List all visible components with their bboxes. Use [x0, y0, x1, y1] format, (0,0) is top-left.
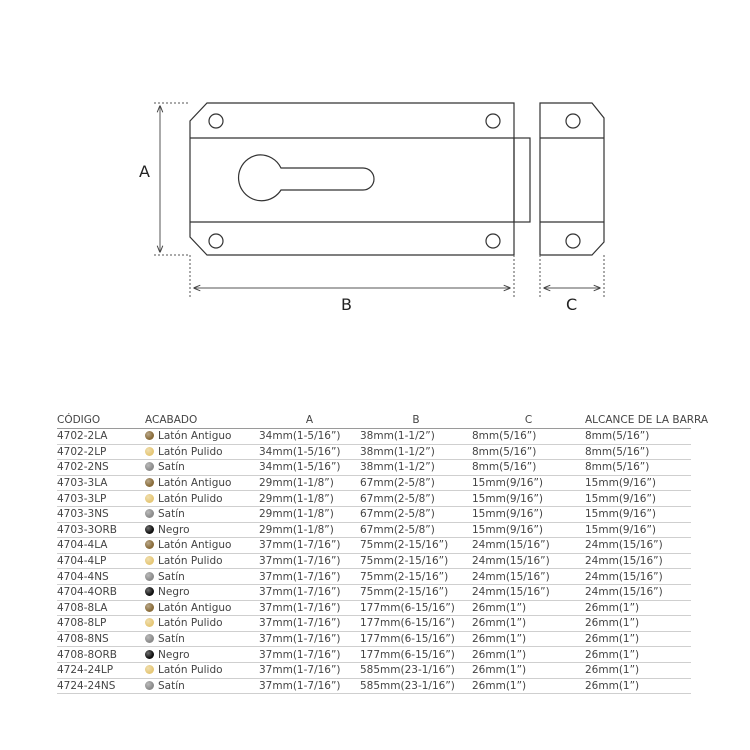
cell-finish-text: Satín [158, 633, 185, 646]
cell-reach [585, 538, 691, 554]
cell-reach [585, 600, 691, 616]
cell-a-text: 34mm(1-5/16”) [259, 461, 341, 474]
cell-b-text: 75mm(2-15/16”) [360, 539, 449, 552]
bolt-keeper [540, 103, 604, 255]
cell-code [57, 538, 145, 554]
cell-c [472, 678, 585, 694]
cell-c-text: 24mm(15/16”) [472, 570, 550, 583]
cell-finish-text: Satín [158, 570, 185, 583]
dimension-b [190, 255, 514, 297]
cell-a-text: 37mm(1-7/16”) [259, 664, 341, 677]
cell-b-text: 177mm(6-15/16”) [360, 617, 455, 630]
cell-c [472, 600, 585, 616]
cell-c-text: 15mm(9/16”) [472, 508, 544, 521]
cell-a [259, 600, 360, 616]
cell-b-text: 75mm(2-15/16”) [360, 555, 449, 568]
finish-swatch-icon [145, 634, 154, 643]
cell-reach-text: 8mm(5/16”) [585, 461, 650, 474]
cell-finish [145, 616, 259, 632]
cell-finish-text: Negro [158, 648, 190, 661]
cell-finish-text: Latón Antiguo [158, 601, 232, 614]
cell-reach [585, 460, 691, 476]
cell-reach-text: 26mm(1”) [585, 601, 640, 614]
cell-a [259, 569, 360, 585]
header-c: C [472, 412, 585, 429]
cell-finish-text: Latón Pulido [158, 617, 223, 630]
cell-finish-text: Latón Antiguo [158, 430, 232, 443]
cell-c-text: 15mm(9/16”) [472, 477, 544, 490]
cell-code-text: 4702-2NS [57, 461, 109, 474]
table-row [57, 522, 691, 538]
cell-b [360, 569, 472, 585]
table-row [57, 647, 691, 663]
finish-swatch-icon [145, 525, 154, 534]
cell-c-text: 24mm(15/16”) [472, 586, 550, 599]
cell-c-text: 8mm(5/16”) [472, 430, 537, 443]
cell-c [472, 491, 585, 507]
cell-code-text: 4704-4ORB [57, 586, 117, 599]
cell-finish [145, 569, 259, 585]
table-row [57, 491, 691, 507]
cell-reach [585, 444, 691, 460]
spec-table-body [57, 429, 691, 694]
cell-a [259, 429, 360, 445]
cell-c [472, 553, 585, 569]
cell-b-text: 177mm(6-15/16”) [360, 648, 455, 661]
cell-c-text: 26mm(1”) [472, 617, 527, 630]
cell-code-text: 4702-2LP [57, 445, 107, 458]
cell-c-text: 26mm(1”) [472, 648, 527, 661]
cell-c [472, 538, 585, 554]
cell-finish [145, 631, 259, 647]
cell-a-text: 37mm(1-7/16”) [259, 648, 341, 661]
cell-code-text: 4724-24NS [57, 679, 116, 692]
cell-reach-text: 15mm(9/16”) [585, 477, 657, 490]
cell-reach-text: 24mm(15/16”) [585, 586, 663, 599]
finish-swatch-icon [145, 572, 154, 581]
cell-c-text: 8mm(5/16”) [472, 461, 537, 474]
cell-c [472, 662, 585, 678]
cell-finish-text: Satín [158, 508, 185, 521]
cell-finish [145, 678, 259, 694]
cell-a-text: 37mm(1-7/16”) [259, 570, 341, 583]
table-row [57, 584, 691, 600]
cell-reach [585, 475, 691, 491]
cell-a-text: 29mm(1-1/8”) [259, 508, 334, 521]
cell-reach-text: 24mm(15/16”) [585, 570, 663, 583]
cell-a [259, 460, 360, 476]
cell-c-text: 26mm(1”) [472, 664, 527, 677]
cell-reach [585, 662, 691, 678]
cell-b [360, 662, 472, 678]
cell-code [57, 569, 145, 585]
cell-reach [585, 553, 691, 569]
cell-finish [145, 522, 259, 538]
cell-b-text: 75mm(2-15/16”) [360, 586, 449, 599]
finish-swatch-icon [145, 431, 154, 440]
cell-code [57, 647, 145, 663]
header-finish: ACABADO [145, 412, 259, 429]
cell-c-text: 24mm(15/16”) [472, 539, 550, 552]
dimension-c [540, 255, 604, 297]
header-code: CÓDIGO [57, 412, 145, 429]
finish-swatch-icon [145, 603, 154, 612]
cell-finish [145, 553, 259, 569]
cell-b-text: 67mm(2-5/8”) [360, 477, 435, 490]
cell-b-text: 585mm(23-1/16”) [360, 664, 455, 677]
cell-code [57, 600, 145, 616]
dimension-c-label: C [566, 295, 578, 314]
cell-c-text: 26mm(1”) [472, 679, 527, 692]
cell-c [472, 429, 585, 445]
cell-code-text: 4704-4LP [57, 555, 107, 568]
cell-a [259, 506, 360, 522]
cell-code [57, 460, 145, 476]
cell-reach-text: 26mm(1”) [585, 648, 640, 661]
cell-c [472, 444, 585, 460]
cell-code [57, 522, 145, 538]
cell-reach-text: 26mm(1”) [585, 664, 640, 677]
cell-reach-text: 24mm(15/16”) [585, 555, 663, 568]
cell-c-text: 15mm(9/16”) [472, 523, 544, 536]
cell-a-text: 37mm(1-7/16”) [259, 617, 341, 630]
cell-b-text: 38mm(1-1/2”) [360, 461, 435, 474]
table-row [57, 662, 691, 678]
finish-swatch-icon [145, 618, 154, 627]
cell-b-text: 67mm(2-5/8”) [360, 523, 435, 536]
cell-finish-text: Negro [158, 523, 190, 536]
cell-code-text: 4708-8LA [57, 601, 108, 614]
cell-b-text: 38mm(1-1/2”) [360, 430, 435, 443]
cell-code [57, 616, 145, 632]
cell-c [472, 647, 585, 663]
cell-b-text: 67mm(2-5/8”) [360, 492, 435, 505]
table-row [57, 600, 691, 616]
cell-c-text: 8mm(5/16”) [472, 445, 537, 458]
cell-reach-text: 26mm(1”) [585, 617, 640, 630]
finish-swatch-icon [145, 587, 154, 596]
cell-b [360, 429, 472, 445]
cell-reach [585, 678, 691, 694]
cell-code-text: 4703-3LA [57, 477, 108, 490]
finish-swatch-icon [145, 540, 154, 549]
cell-reach [585, 522, 691, 538]
table-header-row [57, 412, 691, 429]
header-b: B [360, 412, 472, 429]
cell-b [360, 631, 472, 647]
cell-a-text: 29mm(1-1/8”) [259, 477, 334, 490]
cell-code-text: 4703-3NS [57, 508, 109, 521]
cell-b [360, 506, 472, 522]
cell-b-text: 67mm(2-5/8”) [360, 508, 435, 521]
cell-finish [145, 475, 259, 491]
cell-a-text: 29mm(1-1/8”) [259, 492, 334, 505]
cell-reach [585, 429, 691, 445]
cell-reach-text: 8mm(5/16”) [585, 430, 650, 443]
cell-finish [145, 662, 259, 678]
finish-swatch-icon [145, 509, 154, 518]
cell-reach [585, 616, 691, 632]
cell-code [57, 429, 145, 445]
finish-swatch-icon [145, 556, 154, 565]
cell-a-text: 37mm(1-7/16”) [259, 586, 341, 599]
cell-code-text: 4703-3LP [57, 492, 107, 505]
finish-swatch-icon [145, 650, 154, 659]
cell-code-text: 4703-3ORB [57, 523, 117, 536]
cell-a [259, 584, 360, 600]
header-a: A [259, 412, 360, 429]
cell-reach-text: 26mm(1”) [585, 679, 640, 692]
cell-b [360, 584, 472, 600]
bolt-plate [190, 103, 530, 255]
cell-c-text: 15mm(9/16”) [472, 492, 544, 505]
cell-a-text: 37mm(1-7/16”) [259, 555, 341, 568]
cell-code-text: 4724-24LP [57, 664, 114, 677]
cell-a [259, 522, 360, 538]
cell-finish-text: Latón Pulido [158, 555, 223, 568]
header-reach: ALCANCE DE LA BARRA [585, 412, 691, 429]
finish-swatch-icon [145, 447, 154, 456]
cell-b-text: 75mm(2-15/16”) [360, 570, 449, 583]
dimension-a-label: A [139, 162, 150, 181]
cell-code-text: 4708-8ORB [57, 648, 117, 661]
dimension-b-label: B [341, 295, 352, 314]
cell-code [57, 475, 145, 491]
cell-code [57, 506, 145, 522]
finish-swatch-icon [145, 462, 154, 471]
cell-code-text: 4708-8NS [57, 633, 109, 646]
cell-a [259, 678, 360, 694]
cell-a [259, 631, 360, 647]
cell-reach [585, 647, 691, 663]
cell-reach-text: 15mm(9/16”) [585, 492, 657, 505]
cell-c [472, 475, 585, 491]
cell-a-text: 37mm(1-7/16”) [259, 601, 341, 614]
cell-code [57, 444, 145, 460]
cell-code [57, 662, 145, 678]
cell-reach [585, 506, 691, 522]
table-row [57, 569, 691, 585]
cell-a [259, 491, 360, 507]
cell-reach-text: 24mm(15/16”) [585, 539, 663, 552]
cell-c-text: 26mm(1”) [472, 601, 527, 614]
table-row [57, 444, 691, 460]
cell-a-text: 29mm(1-1/8”) [259, 523, 334, 536]
cell-reach [585, 569, 691, 585]
cell-c [472, 569, 585, 585]
cell-b [360, 444, 472, 460]
table-row [57, 475, 691, 491]
cell-reach-text: 15mm(9/16”) [585, 508, 657, 521]
cell-finish-text: Latón Pulido [158, 445, 223, 458]
cell-reach-text: 15mm(9/16”) [585, 523, 657, 536]
table-row [57, 506, 691, 522]
cell-a-text: 37mm(1-7/16”) [259, 539, 341, 552]
cell-a-text: 34mm(1-5/16”) [259, 445, 341, 458]
cell-b-text: 177mm(6-15/16”) [360, 601, 455, 614]
cell-a [259, 444, 360, 460]
cell-b [360, 460, 472, 476]
cell-b [360, 678, 472, 694]
cell-a [259, 662, 360, 678]
cell-b-text: 585mm(23-1/16”) [360, 679, 455, 692]
cell-reach [585, 584, 691, 600]
cell-finish [145, 506, 259, 522]
cell-finish-text: Latón Antiguo [158, 539, 232, 552]
cell-finish-text: Satín [158, 461, 185, 474]
cell-c [472, 631, 585, 647]
cell-code [57, 491, 145, 507]
finish-swatch-icon [145, 478, 154, 487]
cell-code [57, 631, 145, 647]
cell-finish [145, 584, 259, 600]
cell-finish [145, 444, 259, 460]
table-row [57, 538, 691, 554]
table-row [57, 678, 691, 694]
table-row [57, 429, 691, 445]
cell-finish-text: Satín [158, 679, 185, 692]
cell-a [259, 616, 360, 632]
table-row [57, 553, 691, 569]
cell-b [360, 647, 472, 663]
cell-reach-text: 8mm(5/16”) [585, 445, 650, 458]
cell-finish [145, 460, 259, 476]
cell-code-text: 4708-8LP [57, 617, 107, 630]
finish-swatch-icon [145, 681, 154, 690]
table-row [57, 460, 691, 476]
cell-b [360, 475, 472, 491]
dimension-a [154, 103, 190, 255]
cell-reach [585, 631, 691, 647]
spec-table [57, 412, 709, 694]
cell-reach-text: 26mm(1”) [585, 633, 640, 646]
cell-finish [145, 429, 259, 445]
cell-finish-text: Latón Pulido [158, 664, 223, 677]
cell-b [360, 522, 472, 538]
cell-code [57, 584, 145, 600]
cell-c [472, 506, 585, 522]
cell-reach [585, 491, 691, 507]
cell-finish-text: Latón Antiguo [158, 477, 232, 490]
cell-code [57, 678, 145, 694]
cell-c [472, 460, 585, 476]
cell-b-text: 38mm(1-1/2”) [360, 445, 435, 458]
cell-finish [145, 647, 259, 663]
cell-a-text: 37mm(1-7/16”) [259, 679, 341, 692]
cell-b [360, 616, 472, 632]
cell-c [472, 584, 585, 600]
cell-finish-text: Latón Pulido [158, 492, 223, 505]
cell-b [360, 600, 472, 616]
cell-finish-text: Negro [158, 586, 190, 599]
cell-a-text: 37mm(1-7/16”) [259, 633, 341, 646]
cell-code [57, 553, 145, 569]
cell-a [259, 647, 360, 663]
table-row [57, 631, 691, 647]
cell-b [360, 553, 472, 569]
finish-swatch-icon [145, 494, 154, 503]
cell-finish [145, 600, 259, 616]
cell-code-text: 4704-4LA [57, 539, 108, 552]
cell-a [259, 538, 360, 554]
cell-b-text: 177mm(6-15/16”) [360, 633, 455, 646]
cell-c [472, 522, 585, 538]
cell-finish [145, 538, 259, 554]
cell-c-text: 24mm(15/16”) [472, 555, 550, 568]
table-row [57, 616, 691, 632]
cell-a [259, 475, 360, 491]
cell-c-text: 26mm(1”) [472, 633, 527, 646]
cell-b [360, 491, 472, 507]
cell-code-text: 4704-4NS [57, 570, 109, 583]
cell-a-text: 34mm(1-5/16”) [259, 430, 341, 443]
finish-swatch-icon [145, 665, 154, 674]
cell-c [472, 616, 585, 632]
cell-b [360, 538, 472, 554]
cell-code-text: 4702-2LA [57, 430, 108, 443]
cell-finish [145, 491, 259, 507]
cell-a [259, 553, 360, 569]
